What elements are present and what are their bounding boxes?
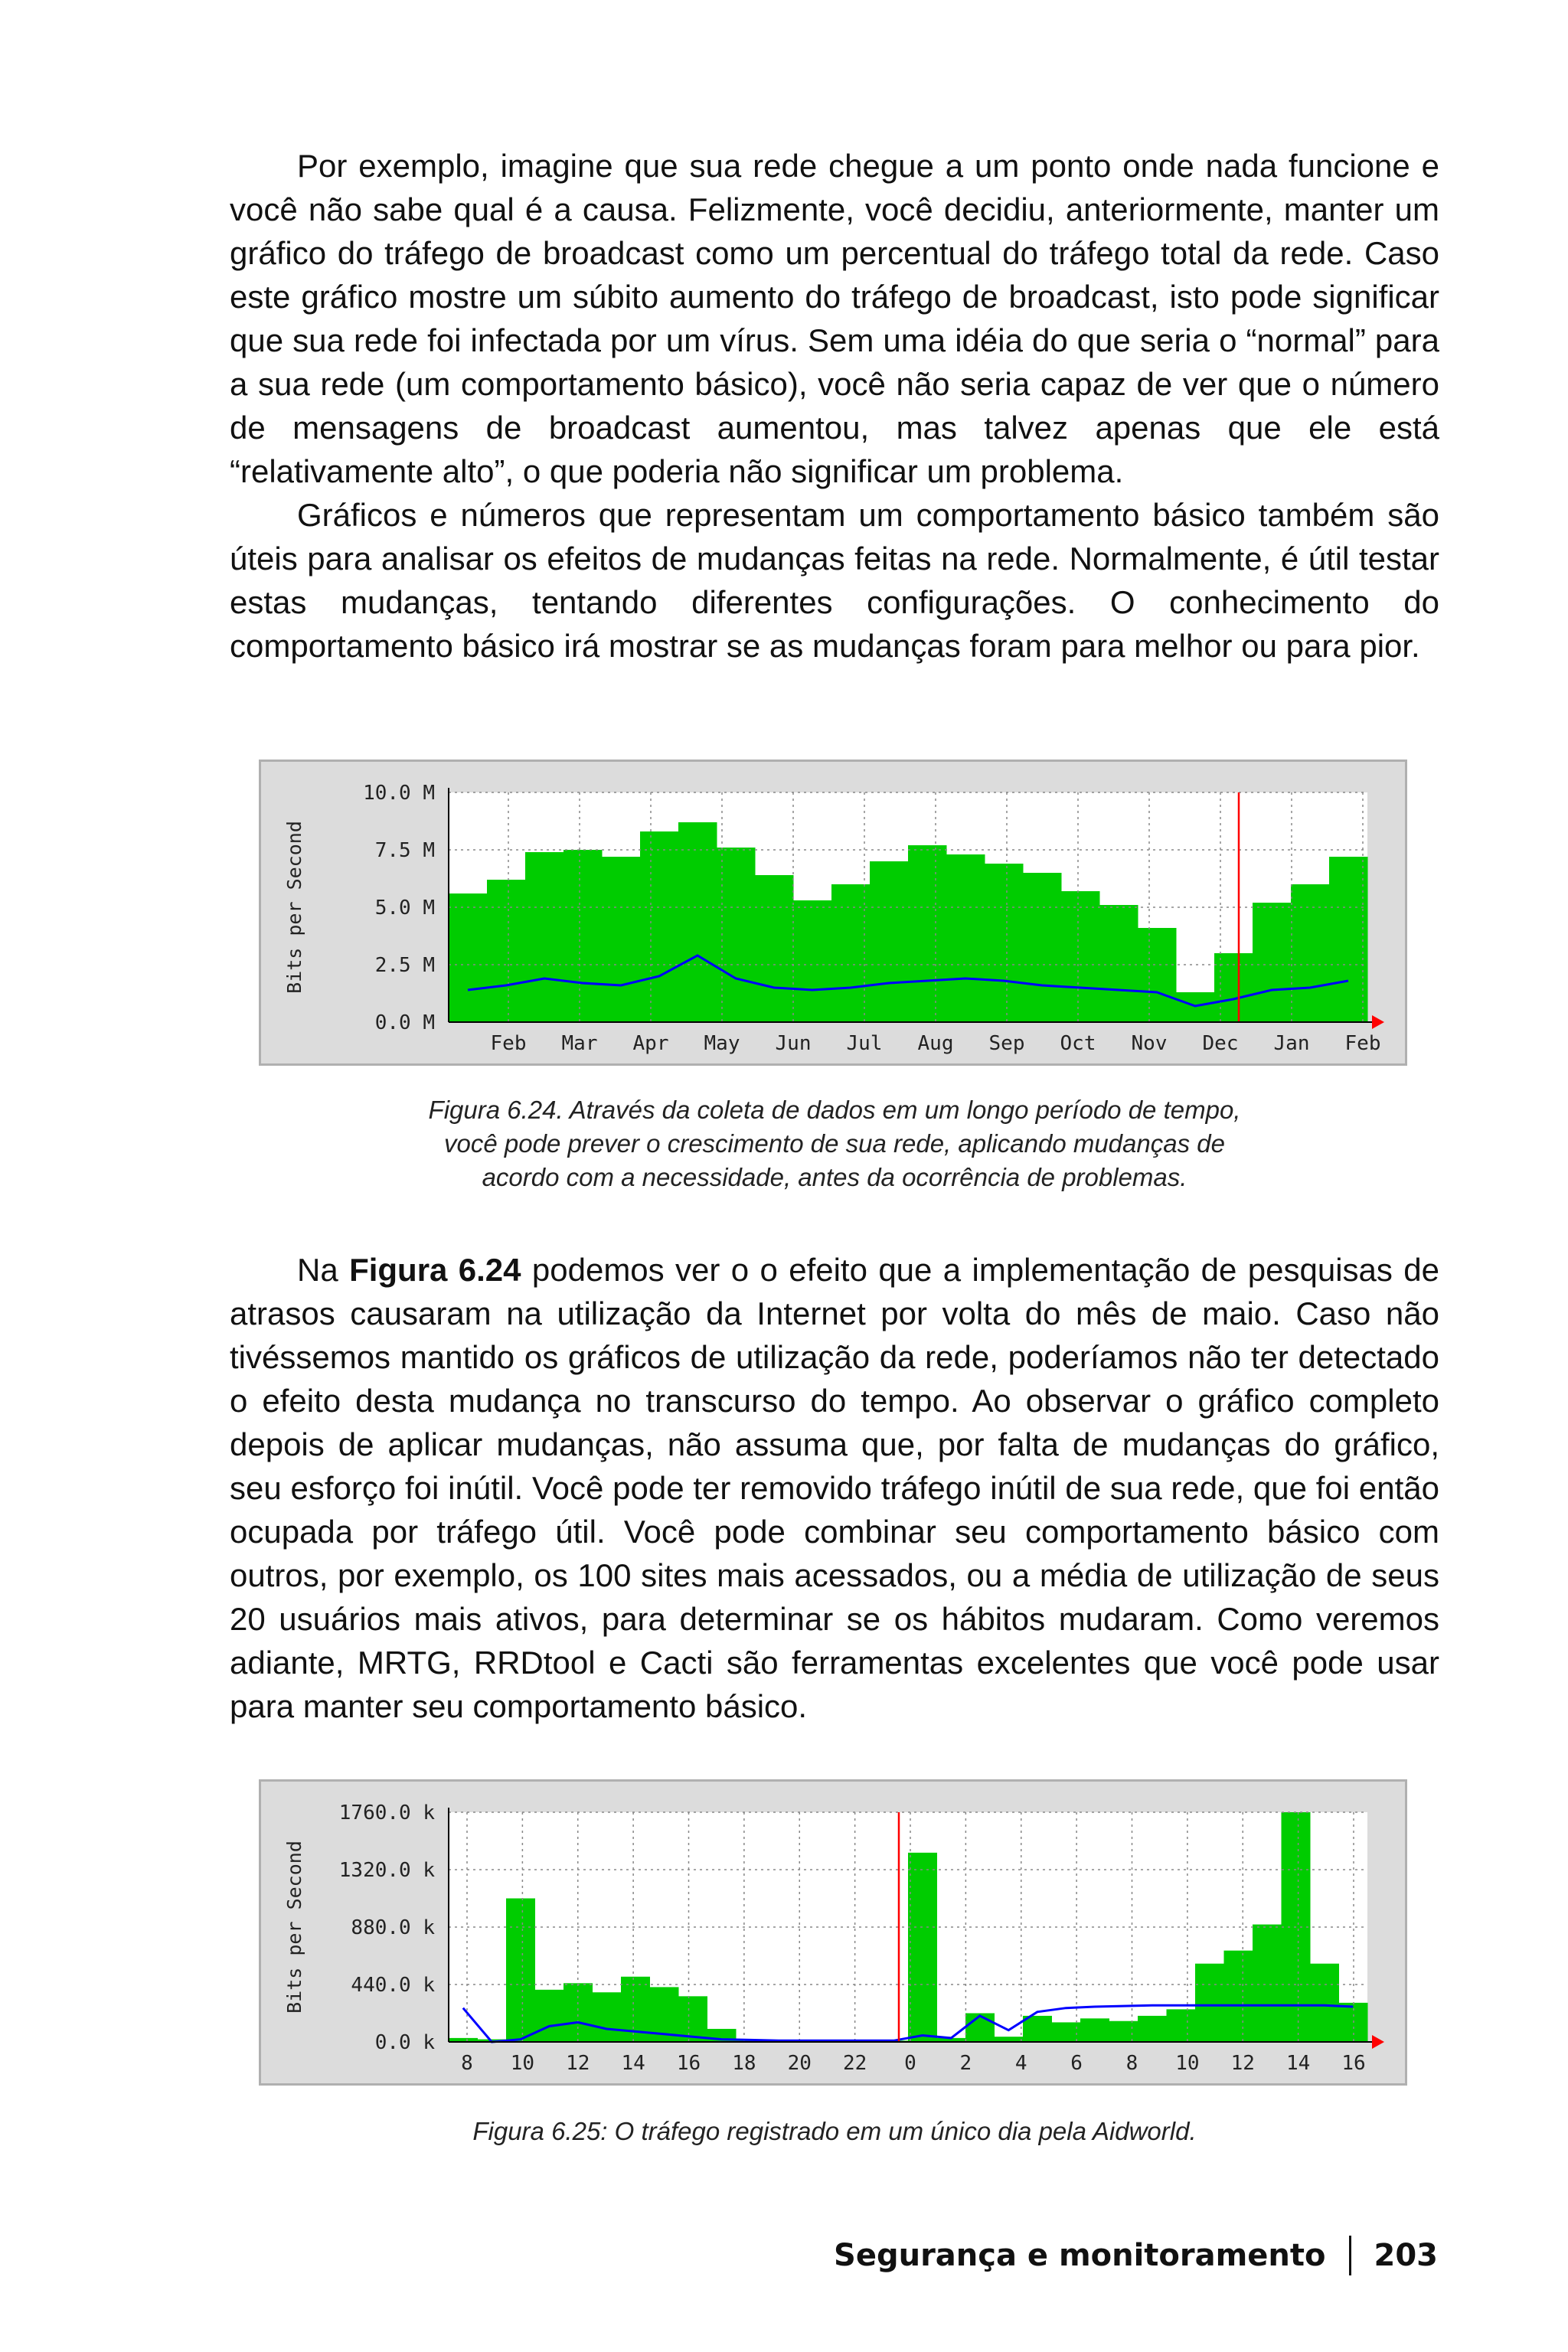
traffic-bar bbox=[1224, 1951, 1253, 2042]
page-footer bbox=[834, 2236, 1438, 2275]
x-tick-label: Apr bbox=[632, 1032, 669, 1055]
figure-6-24-chart bbox=[259, 760, 1407, 1066]
traffic-bar bbox=[908, 845, 947, 1022]
x-tick-label: 8 bbox=[461, 2052, 473, 2075]
traffic-bar bbox=[1080, 2018, 1109, 2042]
figure-6-25-chart bbox=[259, 1779, 1407, 2086]
y-tick-label: 1320.0 k bbox=[338, 1859, 435, 1882]
caption-line-3: acordo com a necessidade, antes da ocorrência de problemas. bbox=[482, 1163, 1187, 1191]
x-tick-label: 12 bbox=[1230, 2052, 1255, 2075]
x-tick-label: 4 bbox=[1014, 2052, 1027, 2075]
traffic-bar bbox=[678, 822, 717, 1022]
x-tick-label: 10 bbox=[510, 2052, 535, 2075]
traffic-bar bbox=[1195, 1964, 1224, 2042]
x-axis-arrow bbox=[1372, 1015, 1384, 1029]
y-tick-label: 0.0 M bbox=[374, 1011, 435, 1034]
traffic-bar bbox=[564, 850, 603, 1022]
paragraph-2: Gráficos e números que representam um comportamento básico também são úteis para analisar os efeitos de mudanças feitas na rede. Normalmente, é útil testar estas mudanças, tentando diferentes configurações. O conhecimento do comportamento básico irá mostrar se as mudanças foram para melhor ou para pior. bbox=[230, 497, 1439, 664]
paragraph-3-pre: Na bbox=[297, 1252, 350, 1288]
x-tick-label: May bbox=[704, 1032, 740, 1055]
traffic-bar bbox=[793, 900, 832, 1022]
x-tick-label: Dec bbox=[1202, 1032, 1239, 1055]
figure-reference: Figura 6.24 bbox=[349, 1252, 521, 1288]
x-tick-label: Feb bbox=[490, 1032, 527, 1055]
x-tick-label: 10 bbox=[1175, 2052, 1200, 2075]
x-tick-label: Aug bbox=[917, 1032, 954, 1055]
traffic-bar bbox=[946, 854, 985, 1022]
y-tick-label: 880.0 k bbox=[351, 1916, 435, 1939]
traffic-bar bbox=[1253, 1925, 1282, 2042]
traffic-bar bbox=[1253, 903, 1292, 1022]
traffic-bar bbox=[640, 831, 679, 1022]
x-tick-label: 12 bbox=[566, 2052, 590, 2075]
traffic-chart-yearly bbox=[261, 762, 1405, 1063]
traffic-bar bbox=[525, 852, 564, 1022]
traffic-bar bbox=[506, 1899, 535, 2043]
x-tick-label: Jun bbox=[775, 1032, 812, 1055]
y-axis-label: Bits per Second bbox=[283, 1841, 305, 2014]
caption-line-1: Figura 6.24. Através da coleta de dados em um longo período de tempo, bbox=[428, 1096, 1241, 1124]
traffic-bar bbox=[995, 2037, 1024, 2042]
traffic-bar bbox=[755, 875, 794, 1022]
figure-6-24-caption bbox=[230, 1093, 1439, 1194]
traffic-bar bbox=[1176, 992, 1215, 1022]
traffic-bar bbox=[487, 880, 526, 1022]
traffic-bar bbox=[1291, 884, 1330, 1022]
x-tick-label: 22 bbox=[842, 2052, 867, 2075]
x-tick-label: 14 bbox=[621, 2052, 645, 2075]
x-tick-label: Oct bbox=[1060, 1032, 1096, 1055]
y-tick-label: 1760.0 k bbox=[338, 1802, 435, 1824]
y-tick-label: 10.0 M bbox=[363, 782, 435, 805]
caption-line-2: você pode prever o crescimento de sua rede, aplicando mudanças de bbox=[444, 1129, 1225, 1158]
x-tick-label: 14 bbox=[1285, 2052, 1311, 2075]
traffic-bar bbox=[1310, 1964, 1339, 2042]
y-axis-label: Bits per Second bbox=[283, 821, 305, 994]
traffic-bar bbox=[1138, 928, 1177, 1022]
page-number: 203 bbox=[1374, 2238, 1438, 2273]
caption-fig25: Figura 6.25: O tráfego registrado em um único dia pela Aidworld. bbox=[472, 2117, 1197, 2145]
x-tick-label: Mar bbox=[561, 1032, 598, 1055]
footer-separator bbox=[1349, 2236, 1351, 2275]
paragraph-3-post: podemos ver o o efeito que a implementação de pesquisas de atrasos causaram na utilização da Internet por volta do mês de maio. Caso não tivéssemos mantido os gráficos de utilização da rede, poderíamos não ter detectado o efeito desta mudança no transcurso do tempo. Ao observar o gráfico completo depois de aplicar mudanças, não assuma que, por falta de mudanças do gráfico, seu esforço foi inútil. Você pode ter removido tráfego inútil de sua rede, que foi então ocupada por tráfego útil. Você pode combinar seu comportamento básico com outros, por exemplo, os 100 sites mais acessados, ou a média de utilização de seus 20 usuários mais ativos, para determinar se os hábitos mudaram. Como veremos adiante, MRTG, RRDtool e Cacti são ferramentas excelentes que você pode usar para manter seu comportamento básico. bbox=[230, 1252, 1439, 1724]
figure-6-25-caption bbox=[230, 2115, 1439, 2148]
traffic-bar bbox=[1109, 2021, 1138, 2042]
paragraph-1: Por exemplo, imagine que sua rede chegue a um ponto onde nada funcione e você não sabe qual é a causa. Felizmente, você decidiu, anteriormente, manter um gráfico do tráfego de broadcast como um percentual do tráfego total da rede. Caso este gráfico mostre um súbito aumento do tráfego de broadcast, isto pode significar que sua rede foi infectada por um vírus. Sem uma idéia do que seria o “normal” para a sua rede (um comportamento básico), você não seria capaz de ver que o número de mensagens de broadcast aumentou, mas talvez apenas que ele está “relativamente alto”, o que poderia não significar um problema. bbox=[230, 148, 1439, 489]
y-tick-label: 5.0 M bbox=[374, 897, 435, 920]
traffic-bar bbox=[1061, 891, 1100, 1022]
x-tick-label: 16 bbox=[676, 2052, 701, 2075]
x-tick-label: Nov bbox=[1131, 1032, 1168, 1055]
traffic-bar bbox=[593, 1992, 622, 2042]
traffic-bar bbox=[449, 893, 488, 1022]
x-tick-label: 6 bbox=[1070, 2052, 1083, 2075]
paragraph-3 bbox=[230, 1248, 1439, 1728]
traffic-bar bbox=[1099, 905, 1138, 1022]
traffic-bar bbox=[965, 2014, 995, 2043]
traffic-bar bbox=[1138, 2016, 1167, 2042]
x-tick-label: 0 bbox=[904, 2052, 916, 2075]
traffic-bar bbox=[1167, 2009, 1196, 2042]
x-tick-label: 2 bbox=[959, 2052, 972, 2075]
traffic-bar bbox=[908, 1853, 937, 2042]
y-tick-label: 7.5 M bbox=[374, 839, 435, 862]
traffic-bar bbox=[1023, 873, 1062, 1022]
section-title: Segurança e monitoramento bbox=[834, 2238, 1326, 2273]
traffic-chart-daily bbox=[261, 1782, 1405, 2083]
y-tick-label: 2.5 M bbox=[374, 954, 435, 977]
y-tick-label: 0.0 k bbox=[374, 2031, 435, 2054]
y-tick-label: 440.0 k bbox=[351, 1974, 435, 1997]
traffic-bar bbox=[1214, 953, 1253, 1022]
traffic-bar bbox=[602, 857, 641, 1022]
traffic-bar bbox=[870, 861, 909, 1022]
x-tick-label: 18 bbox=[732, 2052, 756, 2075]
traffic-bar bbox=[1023, 2016, 1052, 2042]
x-tick-label: Sep bbox=[988, 1032, 1025, 1055]
traffic-bar bbox=[1329, 857, 1368, 1022]
x-tick-label: Jul bbox=[846, 1032, 883, 1055]
traffic-bar bbox=[535, 1990, 564, 2042]
x-tick-label: 20 bbox=[787, 2052, 812, 2075]
x-tick-label: 8 bbox=[1125, 2052, 1138, 2075]
traffic-bar bbox=[985, 864, 1024, 1022]
x-tick-label: Feb bbox=[1344, 1032, 1381, 1055]
x-tick-label: Jan bbox=[1273, 1032, 1310, 1055]
x-axis-arrow bbox=[1372, 2035, 1384, 2049]
x-tick-label: 16 bbox=[1341, 2052, 1366, 2075]
